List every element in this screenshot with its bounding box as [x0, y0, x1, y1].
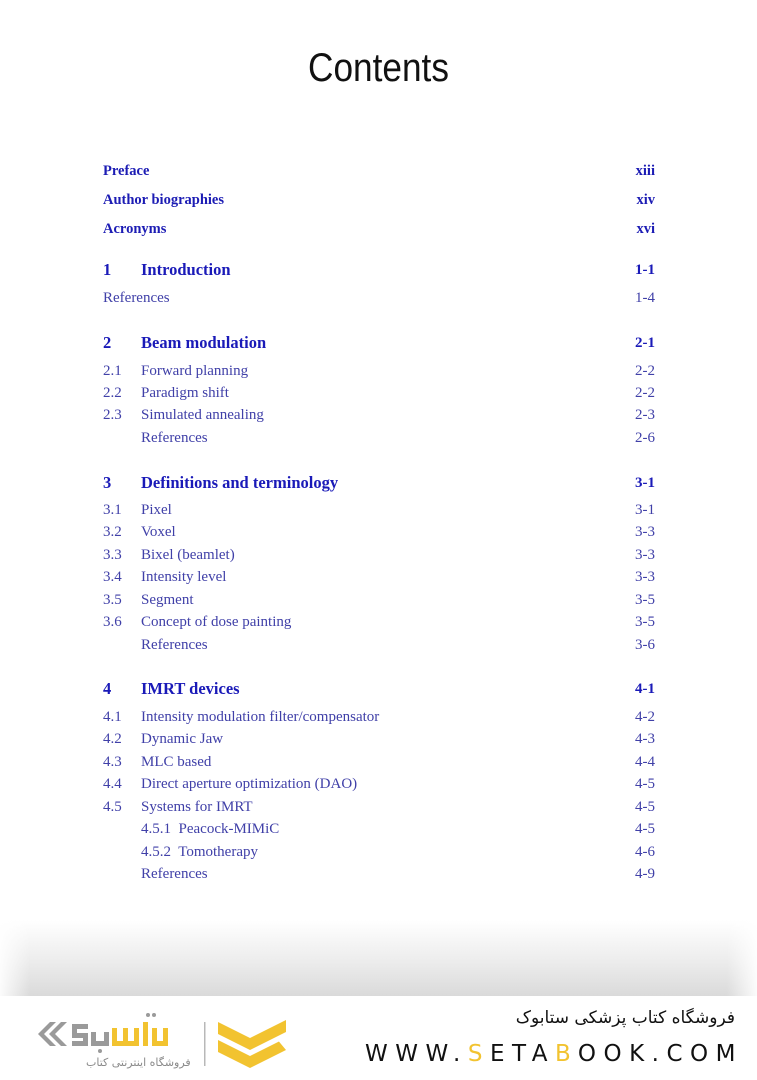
toc-label: Pixel [141, 502, 172, 518]
chapter-title: Definitions and terminology [141, 473, 339, 492]
toc-page-number: 2-6 [635, 430, 655, 446]
section-number: 4.3 [103, 754, 122, 770]
toc-entry-2-3[interactable] [103, 405, 655, 425]
toc-chapter-2[interactable] [103, 333, 655, 353]
toc-page-number: 2-2 [635, 363, 655, 379]
toc-entry-preface[interactable] [103, 161, 655, 181]
toc-chapter-3[interactable] [103, 473, 655, 493]
toc-page-number: 4-5 [635, 776, 655, 792]
url-part: OOK.COM [577, 1041, 743, 1067]
toc-page-number: xiv [636, 192, 655, 208]
chapter-title: Beam modulation [141, 333, 267, 352]
toc-entry-references[interactable] [103, 288, 655, 308]
section-number: 2.2 [103, 385, 122, 401]
toc-label: References [103, 290, 170, 306]
section-number: 4.2 [103, 731, 122, 747]
logo-tagline: فروشگاه اینترنتی کتاب [86, 1056, 191, 1069]
toc-label: Simulated annealing [141, 407, 264, 423]
section-number: 2.1 [103, 363, 122, 379]
section-number: 4.5 [103, 799, 122, 815]
toc-page-number: 3-3 [635, 569, 655, 585]
toc-page-number: 4-9 [635, 866, 655, 882]
toc-label: Paradigm shift [141, 385, 229, 401]
toc-label: 4.5.1 Peacock-MIMiC [141, 821, 280, 837]
toc-chapter-4[interactable] [103, 679, 655, 699]
chapter-number: 3 [103, 473, 112, 492]
toc-page-number: 4-6 [635, 844, 655, 860]
toc-label: References [141, 637, 208, 653]
toc-page-number: 4-5 [635, 799, 655, 815]
toc-label: References [141, 866, 208, 882]
toc-entry-references[interactable] [103, 864, 655, 884]
toc-entry-2-1[interactable] [103, 361, 655, 381]
toc-label: Voxel [141, 524, 176, 540]
toc-entry-references[interactable] [103, 428, 655, 448]
toc-entry-4-5-1[interactable] [103, 819, 655, 839]
chapter-title: Introduction [141, 260, 231, 279]
toc-page-number: 4-5 [635, 821, 655, 837]
toc-label: Acronyms [103, 221, 167, 237]
toc-entry-4-5-2[interactable] [103, 842, 655, 862]
toc-entry-references[interactable] [103, 635, 655, 655]
toc-page-number: 3-5 [635, 614, 655, 630]
section-number: 2.3 [103, 407, 122, 423]
toc-entry-4-1[interactable] [103, 707, 655, 727]
toc-entry-4-4[interactable] [103, 774, 655, 794]
toc-label: Forward planning [141, 363, 249, 379]
toc-page-number: 3-6 [635, 637, 655, 653]
toc-label: Intensity modulation filter/compensator [141, 709, 380, 725]
chapter-number: 2 [103, 333, 112, 352]
toc-entry-3-3[interactable] [103, 545, 655, 565]
store-url[interactable] [365, 1041, 743, 1067]
chapter-number: 4 [103, 679, 112, 698]
chapter-number: 1 [103, 260, 112, 279]
toc-label: Author biographies [103, 192, 224, 208]
toc-entry-3-1[interactable] [103, 500, 655, 520]
toc-page-number: 3-1 [635, 475, 655, 491]
toc-entry-3-5[interactable] [103, 590, 655, 610]
toc-page-number: 1-1 [635, 262, 655, 278]
toc-page-number: 4-2 [635, 709, 655, 725]
toc-page-number: 3-3 [635, 547, 655, 563]
section-number: 4.1 [103, 709, 122, 725]
page-edge-shadow [0, 920, 757, 996]
toc-label: Bixel (beamlet) [141, 547, 235, 563]
toc-chapter-1[interactable] [103, 260, 655, 280]
url-part: WWW. [364, 1041, 468, 1067]
toc-page-number: 3-5 [635, 592, 655, 608]
toc-label: Dynamic Jaw [141, 731, 224, 747]
toc-page-number: 3-3 [635, 524, 655, 540]
toc-label: 4.5.2 Tomotherapy [141, 844, 258, 860]
toc-entry-3-4[interactable] [103, 567, 655, 587]
toc-label: Intensity level [141, 569, 227, 585]
url-part-highlight: B [555, 1041, 578, 1067]
page-title: Contents [308, 46, 449, 90]
toc-page-number: 4-4 [635, 754, 655, 770]
toc-label: References [141, 430, 208, 446]
url-part: ETA [489, 1041, 556, 1067]
toc-page-number: 2-3 [635, 407, 655, 423]
toc-label: Direct aperture optimization (DAO) [141, 776, 358, 792]
toc-entry-2-2[interactable] [103, 383, 655, 403]
toc-label: Systems for IMRT [141, 799, 253, 815]
toc-entry-4-2[interactable] [103, 729, 655, 749]
toc-page-number: xiii [635, 163, 655, 179]
section-number: 3.5 [103, 592, 122, 608]
toc-label: MLC based [141, 754, 212, 770]
section-number: 3.6 [103, 614, 122, 630]
toc-entry-author-biographies[interactable] [103, 190, 655, 210]
toc-page-number: 2-1 [635, 335, 655, 351]
section-number: 3.4 [103, 569, 122, 585]
toc-page-number: 1-4 [635, 290, 655, 306]
section-number: 3.2 [103, 524, 122, 540]
toc-entry-4-5[interactable] [103, 797, 655, 817]
section-number: 4.4 [103, 776, 122, 792]
watermark-footer [0, 996, 757, 1080]
toc-page-number: 2-2 [635, 385, 655, 401]
toc-entry-4-3[interactable] [103, 752, 655, 772]
chapter-title: IMRT devices [141, 679, 240, 698]
section-number: 3.1 [103, 502, 122, 518]
toc-entry-3-2[interactable] [103, 522, 655, 542]
toc-page-number: xvi [636, 221, 655, 237]
toc-page-number: 3-1 [635, 502, 655, 518]
section-number: 3.3 [103, 547, 122, 563]
setabook-logo [36, 1008, 296, 1074]
url-part-highlight: S [467, 1041, 490, 1067]
toc-entry-acronyms[interactable] [103, 219, 655, 239]
toc-page-number: 4-3 [635, 731, 655, 747]
toc-entry-3-6[interactable] [103, 612, 655, 632]
toc-page-number: 4-1 [635, 681, 655, 697]
toc-label: Preface [103, 163, 150, 179]
toc-label: Segment [141, 592, 194, 608]
store-name: فروشگاه کتاب پزشکی ستابوک [515, 1008, 735, 1028]
toc-label: Concept of dose painting [141, 614, 292, 630]
